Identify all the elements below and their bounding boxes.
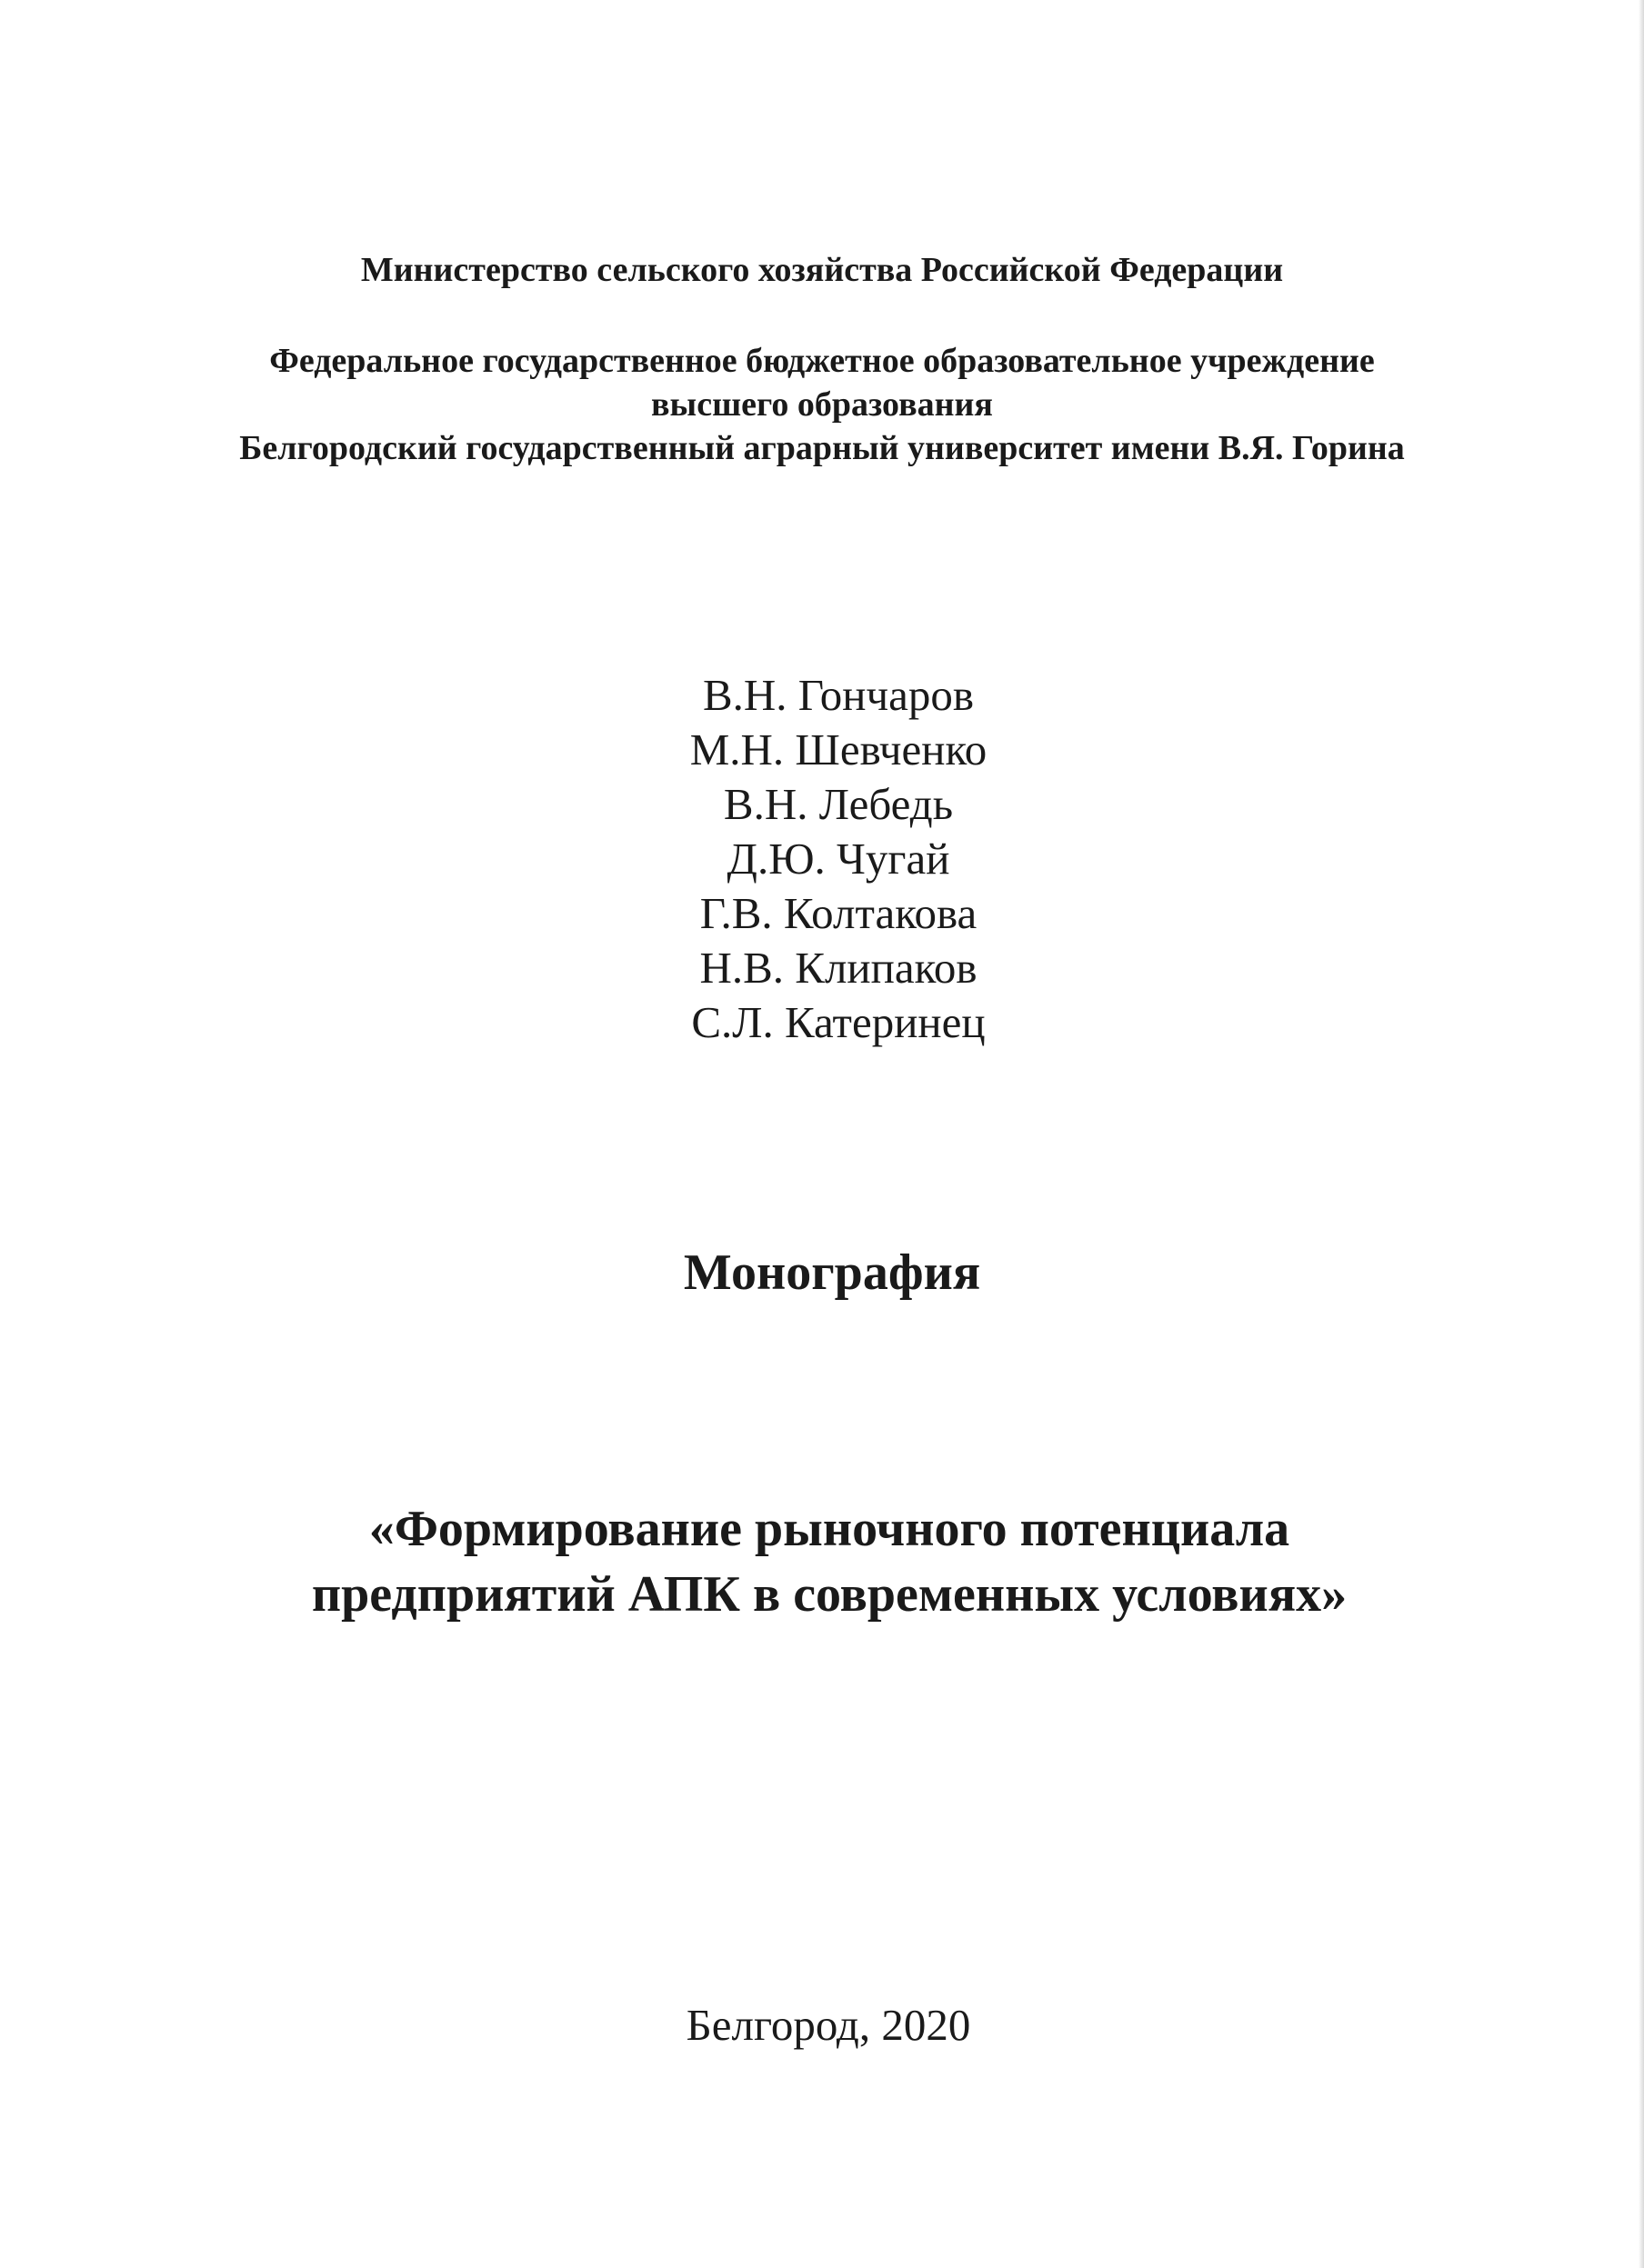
- author-name: С.Л. Катеринец: [691, 997, 986, 1047]
- publication-genre: Монография: [683, 1244, 981, 1301]
- author-name: В.Н. Лебедь: [723, 779, 954, 829]
- institution-line: Белгородский государственный аграрный университет имени В.Я. Горина: [239, 429, 1405, 467]
- book-title: [7, 1496, 1644, 1627]
- author-name: Н.В. Клипаков: [699, 943, 977, 993]
- institution-line: высшего образования: [651, 385, 993, 424]
- author-name: Д.Ю. Чугай: [727, 834, 950, 884]
- page-edge-shadow: [1639, 0, 1644, 2268]
- institution-line: Федеральное государственное бюджетное образовательное учреждение: [269, 342, 1375, 380]
- book-title-line: «Формирование рыночного потенциала: [368, 1501, 1290, 1557]
- authors-list: [16, 668, 1644, 1050]
- author-name: Г.В. Колтакова: [699, 888, 977, 938]
- author-name: В.Н. Гончаров: [702, 670, 975, 720]
- imprint-place-year: Белгород, 2020: [686, 2000, 971, 2050]
- author-name: М.Н. Шевченко: [689, 724, 987, 774]
- ministry-name: Министерство сельского хозяйства Российской Федерации: [360, 251, 1284, 289]
- institution-name: [0, 339, 1644, 470]
- book-title-line: предприятий АПК в современных условиях»: [311, 1566, 1348, 1623]
